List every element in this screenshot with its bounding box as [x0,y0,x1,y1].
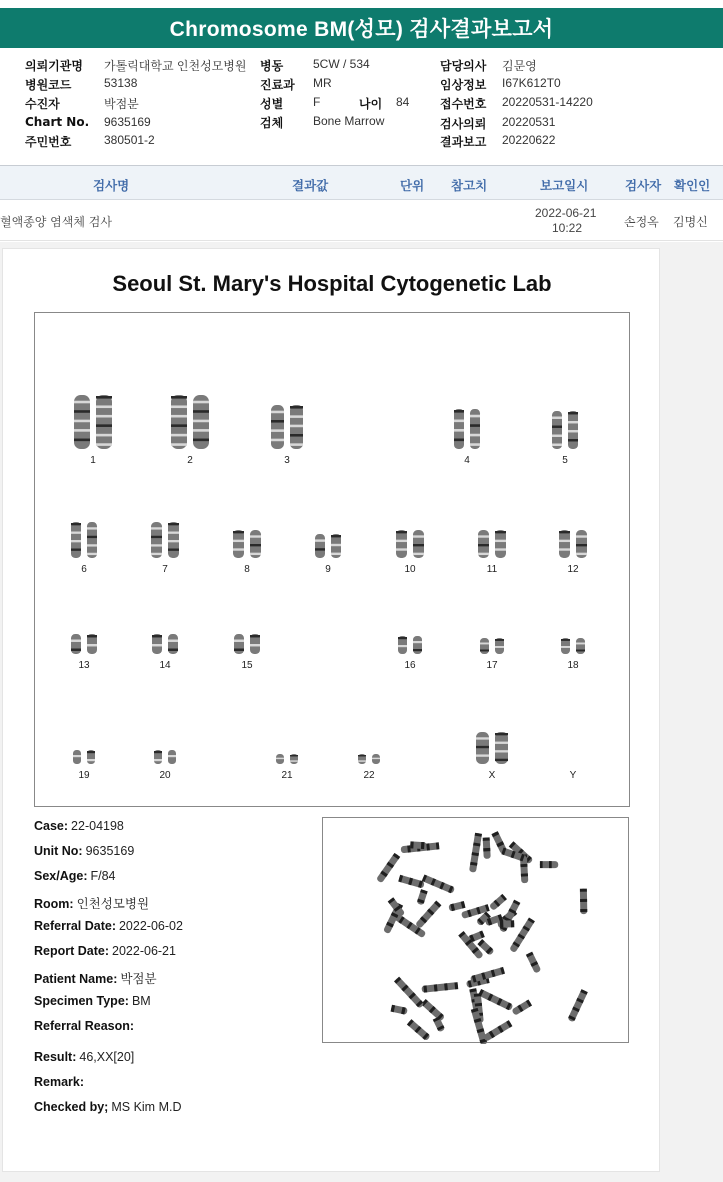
report-date-cell: 2022-06-21 [535,206,597,220]
metaphase-chromosome [421,999,445,1022]
lab-title: Seoul St. Mary's Hospital Cytogenetic Lab [112,271,552,296]
metaphase-chromosome [448,901,465,912]
department-value: MR [313,76,332,90]
chromosome-1-band [74,439,90,442]
chromosome-19-band [87,751,95,753]
chromosome-5-band [552,426,562,428]
patient-info-section [0,55,723,155]
chromosome-7-band [151,527,162,529]
chromosome-21-band [276,758,284,759]
report-date-row: Report Date: 2022-06-21 [34,944,176,958]
chromosome-10-homolog [396,530,407,558]
referral-date-row: Referral Date: 2022-06-02 [34,919,183,933]
metaphase-chromosome [394,977,425,1009]
chromosome-17-label: 17 [486,660,498,671]
chromosome-1-homolog [96,395,112,449]
referral-reason-row: Referral Reason: [34,1019,135,1033]
result-table-header [0,166,723,200]
doctor-label: 담당의사 [440,59,487,73]
chromosome-8-band [233,548,244,550]
metaphase-chromosome [410,841,426,849]
chromosome-18-pair [560,637,586,655]
chromosome-16-label: 16 [404,660,416,671]
chromosome-7-label: 7 [162,564,168,575]
patient-name-row: Patient Name: 박점분 [34,972,157,986]
chromosome-2-pair [170,394,210,450]
metaphase-chromosome [407,1019,431,1041]
chromosome-15-pair [233,633,261,655]
chromosome-16-band [398,637,407,639]
chromosome-8-band [250,544,261,546]
chromosome-13-label: 13 [78,660,90,671]
report-title: Chromosome BM(성모) 검사결과보고서 [169,18,554,41]
room-value: 인천성모병원 [76,897,150,911]
chromosome-17-band [495,639,504,641]
metaphase-chromosome [421,982,458,993]
chromosome-6-band [87,553,97,555]
chromosome-9-band [315,539,325,541]
chromosome-3-band [290,434,303,437]
chromosome-11-band [478,535,489,537]
chromosome-5-band [568,430,578,432]
specimen-type-row: Specimen Type: BM [34,994,151,1008]
chromosome-x-band [476,754,489,756]
chromosome-4-band [454,439,464,442]
specimen-value: Bone Marrow [313,114,385,128]
report-time-cell: 10:22 [552,221,583,235]
chromosome-5-band [552,444,562,446]
chromosome-5-band [552,417,562,419]
chromosome-2-band [171,434,187,437]
chromosome-19-band [87,759,95,761]
chromosome-20-band [168,755,176,757]
chart-no-label: Chart No. [25,115,90,129]
chromosome-10-band [396,540,407,542]
chromosome-3-pair [270,404,304,450]
chromosome-3-band [290,415,303,418]
chromosome-18-band [576,650,585,652]
chromosome-3-band [290,425,303,428]
report-date-value: 2022-06-21 [112,944,176,958]
chromosome-9-pair [314,533,342,559]
chromosome-11-band [495,548,506,550]
resident-id-label: 주민번호 [25,135,72,149]
chromosome-3-band [290,406,303,409]
chromosome-12-band [576,535,587,537]
metaphase-chromosome [483,837,491,859]
chromosome-1-band [96,424,112,427]
sex-label: 성별 [260,97,284,111]
metaphase-chromosome [398,875,425,889]
column-unit: 단위 [400,178,425,193]
chromosome-11-band [478,553,489,555]
chromosome-12-band [559,540,570,542]
chromosome-13-homolog [71,634,81,654]
chromosome-5-band [568,412,578,414]
chromosome-2-band [171,424,187,427]
chromosome-13-band [87,644,97,646]
chromosome-4-band [470,434,480,437]
chromosome-6-band [71,549,81,551]
chromosome-7-band [168,549,179,551]
chromosome-9-band [315,548,325,550]
chromosome-1-label: 1 [90,455,96,466]
chromosome-5-pair [551,410,579,450]
chromosome-17-band [480,650,489,652]
chromosome-6-band [87,544,97,546]
chromosome-21-label: 21 [281,770,293,781]
chromosome-12-band [559,531,570,533]
ward-value: 5CW / 534 [313,57,370,71]
doctor-value: 김문영 [502,59,537,73]
chromosome-10-band [413,535,424,537]
chromosome-1-band [96,405,112,408]
request-date-label: 검사의뢰 [440,117,487,131]
chromosome-x-pair [475,731,509,765]
chromosome-4-label: 4 [464,455,470,466]
chromosome-14-band [152,635,162,637]
chromosome-10-pair [395,529,425,559]
chromosome-22-band [358,755,366,756]
unit-no-row: Unit No: 9635169 [34,844,135,858]
chromosome-12-pair [558,529,588,559]
chromosome-8-label: 8 [244,564,250,575]
chromosome-2-band [171,396,187,399]
chromosome-6-band [87,527,97,529]
chromosome-22-band [358,760,366,761]
chromosome-5-band [568,421,578,423]
chromosome-20-band [154,751,162,753]
chromosome-8-band [250,553,261,555]
metaphase-chromosome [422,874,455,893]
chromosome-18-band [561,639,570,641]
chromosome-2-homolog [171,395,187,449]
chromosome-15-band [250,635,260,637]
report-title-bar [0,8,723,48]
column-test-name: 검사명 [93,178,130,193]
report-date-label: 결과보고 [440,135,487,149]
chromosome-14-band [168,649,178,651]
chromosome-2-band [193,439,209,442]
chromosome-10-band [413,544,424,546]
chromosome-14-homolog [168,634,178,654]
hospital-code-value: 53138 [104,76,138,90]
metaphase-chromosome [526,952,541,974]
chromosome-12-label: 12 [567,564,579,575]
column-reference: 참고치 [451,178,488,193]
chromosome-4-band [470,424,480,427]
chromosome-15-band [234,649,244,651]
chromosome-9-homolog [315,534,325,558]
chromosome-1-band [96,434,112,437]
chromosome-7-band [168,523,179,525]
result-row: Result: 46,XX[20] [34,1050,135,1064]
chromosome-14-label: 14 [159,660,171,671]
chromosome-10-band [396,531,407,533]
chromosome-2-band [193,420,209,423]
request-date-value: 20220531 [502,115,556,129]
chart-no-value: 9635169 [104,115,151,129]
chromosome-4-band [454,429,464,432]
chromosome-2-band [171,415,187,418]
cytogenetic-report [2,248,660,1172]
chromosome-17-band [495,646,504,648]
chromosome-1-band [74,420,90,423]
sex-age-value: F/84 [90,869,116,883]
chromosome-9-band [331,553,341,555]
metaphase-chromosome [478,989,513,1011]
chromosome-7-band [168,540,179,542]
metaphase-chromosome [483,1020,513,1042]
metaphase-chromosome [489,894,507,911]
age-label: 나이 [359,97,383,111]
case-row: Case: 22-04198 [34,819,124,833]
chromosome-5-band [552,435,562,437]
chromosome-15-band [234,640,244,642]
chromosome-16-homolog [413,636,422,654]
chromosome-4-band [470,415,480,418]
chromosome-2-band [193,401,209,404]
chromosome-1-band [96,396,112,399]
clinical-info-value: I67K612T0 [502,76,561,90]
chromosome-8-band [250,535,261,537]
chromosome-13-band [71,649,81,651]
chromosome-13-band [87,635,97,637]
resident-id-value: 380501-2 [104,133,155,147]
chromosome-2-label: 2 [187,455,193,466]
chromosome-10-label: 10 [404,564,416,575]
chromosome-7-band [151,553,162,555]
chromosome-19-band [73,755,81,757]
chromosome-21-band [290,760,298,761]
chromosome-8-band [233,531,244,533]
chromosome-6-band [71,540,81,542]
chromosome-15-homolog [234,634,244,654]
column-report-date: 보고일시 [540,178,589,193]
case-value: 22-04198 [71,819,124,833]
chromosome-14-band [152,644,162,646]
chromosome-1-band [96,443,112,446]
chromosome-x-band [495,759,508,761]
metaphase-chromosome [391,1005,408,1015]
metaphase-chromosome [540,861,558,868]
chromosome-3-band [271,429,284,432]
chromosome-6-band [71,523,81,525]
karyotype-result: 46,XX[20] [79,1050,135,1064]
chromosome-7-pair [150,521,180,559]
chromosome-12-band [576,553,587,555]
chromosome-16-band [413,649,422,651]
chromosome-21-pair [275,753,299,765]
chromosome-9-band [331,544,341,546]
chromosome-17-homolog [480,638,489,654]
specimen-type-value: BM [131,994,151,1008]
room-row: Room: 인천성모병원 [34,897,150,911]
chromosome-13-band [71,640,81,642]
chromosome-2-band [193,410,209,413]
chromosome-6-label: 6 [81,564,87,575]
chromosome-8-pair [232,529,262,559]
metaphase-chromosome [376,853,400,884]
report-date-value: 20220622 [502,133,556,147]
chromosome-16-band [413,641,422,643]
chromosome-3-band [290,443,303,446]
chromosome-8-homolog [233,530,244,558]
chromosome-3-band [271,411,284,414]
chromosome-10-band [413,553,424,555]
column-tester: 검사자 [625,178,662,193]
metaphase-spread [323,818,630,1044]
unit-no-value: 9635169 [85,844,135,858]
metaphase-chromosome [469,833,482,873]
chromosome-x-label: X [488,770,496,781]
chromosome-8-band [233,540,244,542]
chromosome-5-label: 5 [562,455,568,466]
chromosome-9-band [331,535,341,537]
chromosome-1-band [74,401,90,404]
chromosome-6-band [71,532,81,534]
metaphase-chromosome [433,1017,446,1033]
chromosome-12-band [576,544,587,546]
chromosome-x-band [495,750,508,752]
chromosome-x-band [476,746,489,748]
hospital-code-label: 병원코드 [25,78,72,92]
metaphase-chromosome [499,900,521,933]
receipt-no-label: 접수번호 [440,97,487,111]
chromosome-x-band [495,733,508,735]
chromosome-12-homolog [559,530,570,558]
metaphase-chromosome [511,999,532,1015]
chromosome-1-band [74,410,90,413]
chromosome-19-label: 19 [78,770,90,781]
chromosome-7-band [151,536,162,538]
chromosome-4-band [454,410,464,413]
patient-value: 박점분 [104,97,139,111]
referral-date-value: 2022-06-02 [118,919,183,933]
test-name-cell: 혈액종양 염색체 검사 [0,215,112,229]
metaphase-chromosome [416,889,427,905]
chromosome-14-band [168,640,178,642]
chromosome-18-homolog [576,638,585,654]
chromosome-12-band [559,548,570,550]
chromosome-7-band [168,532,179,534]
chromosome-22-label: 22 [363,770,375,781]
chromosome-3-label: 3 [284,455,290,466]
department-label: 진료과 [260,78,295,92]
chromosome-15-band [250,644,260,646]
patient-name-value: 박점분 [120,972,157,986]
chromosome-20-band [154,759,162,761]
chromosome-4-band [470,443,480,446]
metaphase-image [322,817,629,1043]
chromosome-22-band [372,758,380,759]
karyogram [34,312,630,807]
age-value: 84 [396,95,410,109]
chromosome-6-band [87,536,97,538]
column-confirmer: 확인인 [674,178,711,193]
chromosome-2-band [193,429,209,432]
chromosome-20-label: 20 [159,770,171,781]
chromosome-5-band [568,439,578,441]
checked-by-value: MS Kim M.D [111,1100,182,1114]
chromosome-x-band [476,737,489,739]
confirmer-cell: 김명신 [673,215,708,229]
table-row[interactable] [0,201,723,241]
chromosome-11-pair [477,529,507,559]
chromosome-1-pair [73,394,113,450]
chromosome-19-pair [72,749,96,765]
ward-label: 병동 [260,59,284,73]
chromosome-14-pair [151,633,179,655]
chromosome-1-band [96,415,112,418]
checked-by-row: Checked by; MS Kim M.D [34,1100,182,1114]
institution-label: 의뢰기관명 [25,59,83,73]
patient-label: 수진자 [25,97,60,111]
chromosome-1-band [74,429,90,432]
chromosome-18-label: 18 [567,660,579,671]
tester-cell: 손정옥 [624,215,659,229]
chromosome-9-label: 9 [325,564,331,575]
metaphase-chromosome [567,989,587,1022]
specimen-label: 검체 [260,116,284,130]
metaphase-chromosome [415,901,441,929]
chromosome-4-pair [453,408,481,450]
chromosome-17-band [480,643,489,645]
column-result: 결과값 [292,178,329,193]
sex-age-row: Sex/Age: F/84 [34,869,116,883]
remark-row: Remark: [34,1075,85,1089]
receipt-no-value: 20220531-14220 [502,95,593,109]
chromosome-11-band [495,531,506,533]
chromosome-6-pair [70,521,98,559]
chromosome-7-band [151,544,162,546]
chromosome-2-band [171,443,187,446]
chromosome-22-pair [357,753,381,765]
chromosome-16-band [398,645,407,647]
metaphase-chromosome [580,889,587,915]
institution-value: 가톨릭대학교 인천성모병원 [104,59,247,73]
chromosome-16-pair [397,635,423,655]
chromosome-x-band [495,742,508,744]
chromosome-11-label: 11 [486,564,498,575]
chromosome-11-homolog [495,530,506,558]
chromosome-21-band [290,755,298,756]
chromosome-10-band [396,548,407,550]
chromosome-3-band [271,439,284,442]
chromosome-15-label: 15 [241,660,253,671]
chromosome-18-band [576,643,585,645]
sex-value: F [313,95,321,109]
chromosome-y-label: Y [569,770,577,781]
chromosome-3-band [271,420,284,423]
clinical-info-label: 임상정보 [440,78,487,92]
chromosome-18-band [561,646,570,648]
chromosome-2-band [171,405,187,408]
chromosome-20-pair [153,749,177,765]
chromosome-11-band [495,540,506,542]
chromosome-13-pair [70,633,98,655]
chromosome-17-pair [479,637,505,655]
chromosome-4-band [454,420,464,423]
chromosome-11-band [478,544,489,546]
